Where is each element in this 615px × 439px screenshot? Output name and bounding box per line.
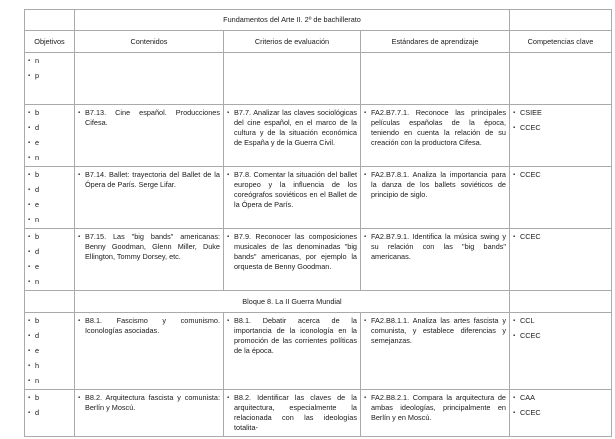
- table-row: [25, 390, 612, 437]
- objetivos-cell: [25, 313, 75, 390]
- list-item: ▪ d: [28, 185, 71, 195]
- list-item: ▪ b: [28, 393, 71, 403]
- list-item: ▪ d: [28, 408, 71, 418]
- bloque-title: Bloque 8. La II Guerra Mundial: [75, 291, 510, 313]
- bloque-row: [25, 291, 612, 313]
- criterios-cell: ▪ B7.8. Comentar la situación del ballet europeo y la influencia de los coreógrafos soviéticos en el Ballet de la Ópera de París.: [224, 167, 361, 229]
- estandares-cell: [361, 53, 510, 105]
- header-contenidos: Contenidos: [75, 31, 224, 53]
- competencia-item: ▪ CCEC: [513, 408, 608, 418]
- objetivos-cell: [25, 105, 75, 167]
- criterios-cell: ▪ B7.7. Analizar las claves sociológicas del cine español, en el marco de la cultura y de la situación económica de España y de la Guerra Civil.: [224, 105, 361, 167]
- list-item: ▪ n: [28, 277, 71, 287]
- table-row: [25, 313, 612, 390]
- estandares-cell: ▪ FA2.B8.2.1. Compara la arquitectura de ambas ideologías, principalmente en Berlín y en Moscú.: [361, 390, 510, 437]
- header-row: [25, 31, 612, 53]
- contenidos-cell: ▪ B7.13. Cine español. Producciones Cifesa.: [75, 105, 224, 167]
- list-item: ▪ d: [28, 123, 71, 133]
- header-objetivos: Objetivos: [25, 31, 75, 53]
- objetivos-cell: [25, 167, 75, 229]
- criterios-cell: [224, 53, 361, 105]
- competencias-cell: [510, 229, 612, 291]
- competencia-item: ▪ CCEC: [513, 331, 608, 341]
- contenidos-cell: ▪ B7.15. Las "big bands" americanas: Benny Goodman, Glenn Miller, Duke Ellington, Tommy Dorsey, etc.: [75, 229, 224, 291]
- table-row: [25, 167, 612, 229]
- list-item: ▪ b: [28, 108, 71, 118]
- objetivos-cell: [25, 390, 75, 437]
- table-row: [25, 229, 612, 291]
- competencia-item: ▪ CCEC: [513, 232, 608, 242]
- list-item: ▪ e: [28, 346, 71, 356]
- contenidos-cell: ▪ B7.14. Ballet: trayectoria del Ballet de la Ópera de París. Serge Lifar.: [75, 167, 224, 229]
- header-criterios: Criterios de evaluación: [224, 31, 361, 53]
- estandares-cell: ▪ FA2.B8.1.1. Analiza las artes fascista y comunista, y establece diferencias y semejanzas.: [361, 313, 510, 390]
- criterios-cell: ▪ B8.2. Identificar las claves de la arquitectura, especialmente la relacionada con las ideologías totalita-: [224, 390, 361, 437]
- competencia-item: ▪ CSIEE: [513, 108, 608, 118]
- competencia-item: ▪ CAA: [513, 393, 608, 403]
- competencia-item: ▪ CCEC: [513, 170, 608, 180]
- list-item: ▪ n: [28, 56, 71, 66]
- table-row: [25, 105, 612, 167]
- curriculum-table: [24, 9, 612, 437]
- list-item: ▪ h: [28, 361, 71, 371]
- list-item: ▪ b: [28, 232, 71, 242]
- list-item: ▪ n: [28, 153, 71, 163]
- competencias-cell: [510, 105, 612, 167]
- list-item: ▪ b: [28, 316, 71, 326]
- competencias-cell: [510, 313, 612, 390]
- competencias-cell: [510, 53, 612, 105]
- criterios-cell: ▪ B8.1. Debatir acerca de la importancia de la iconología en la promoción de las corrientes políticas de la época.: [224, 313, 361, 390]
- contenidos-cell: [75, 53, 224, 105]
- objetivos-cell: [25, 53, 75, 105]
- list-item: ▪ e: [28, 138, 71, 148]
- estandares-cell: ▪ FA2.B7.8.1. Analiza la importancia para la danza de los ballets soviéticos de principio de siglo.: [361, 167, 510, 229]
- header-estandares: Estándares de aprendizaje: [361, 31, 510, 53]
- list-item: ▪ e: [28, 262, 71, 272]
- list-item: ▪ n: [28, 376, 71, 386]
- estandares-cell: ▪ FA2.B7.7.1. Reconoce las principales películas españolas de la época, teniendo en cuenta la relación de su creación con la productora Cifesa.: [361, 105, 510, 167]
- list-item: ▪ d: [28, 247, 71, 257]
- competencia-item: ▪ CCL: [513, 316, 608, 326]
- list-item: ▪ d: [28, 331, 71, 341]
- list-item: ▪ p: [28, 71, 71, 81]
- objetivos-cell: [25, 229, 75, 291]
- competencias-cell: [510, 167, 612, 229]
- table-row: [25, 53, 612, 105]
- list-item: ▪ b: [28, 170, 71, 180]
- estandares-cell: ▪ FA2.B7.9.1. Identifica la música swing y su relación con las "big bands" americanas.: [361, 229, 510, 291]
- contenidos-cell: ▪ B8.2. Arquitectura fascista y comunista: Berlín y Moscú.: [75, 390, 224, 437]
- criterios-cell: ▪ B7.9. Reconocer las composiciones musicales de las denominadas "big bands" americanas, por ejemplo la orquesta de Benny Goodman.: [224, 229, 361, 291]
- header-competencias: Competencias clave: [510, 31, 612, 53]
- competencias-cell: [510, 390, 612, 437]
- competencia-item: ▪ CCEC: [513, 123, 608, 133]
- contenidos-cell: ▪ B8.1. Fascismo y comunismo. Iconologías asociadas.: [75, 313, 224, 390]
- table-title: Fundamentos del Arte II. 2º de bachillerato: [75, 10, 510, 31]
- list-item: ▪ n: [28, 215, 71, 225]
- title-row: [25, 10, 612, 31]
- list-item: ▪ e: [28, 200, 71, 210]
